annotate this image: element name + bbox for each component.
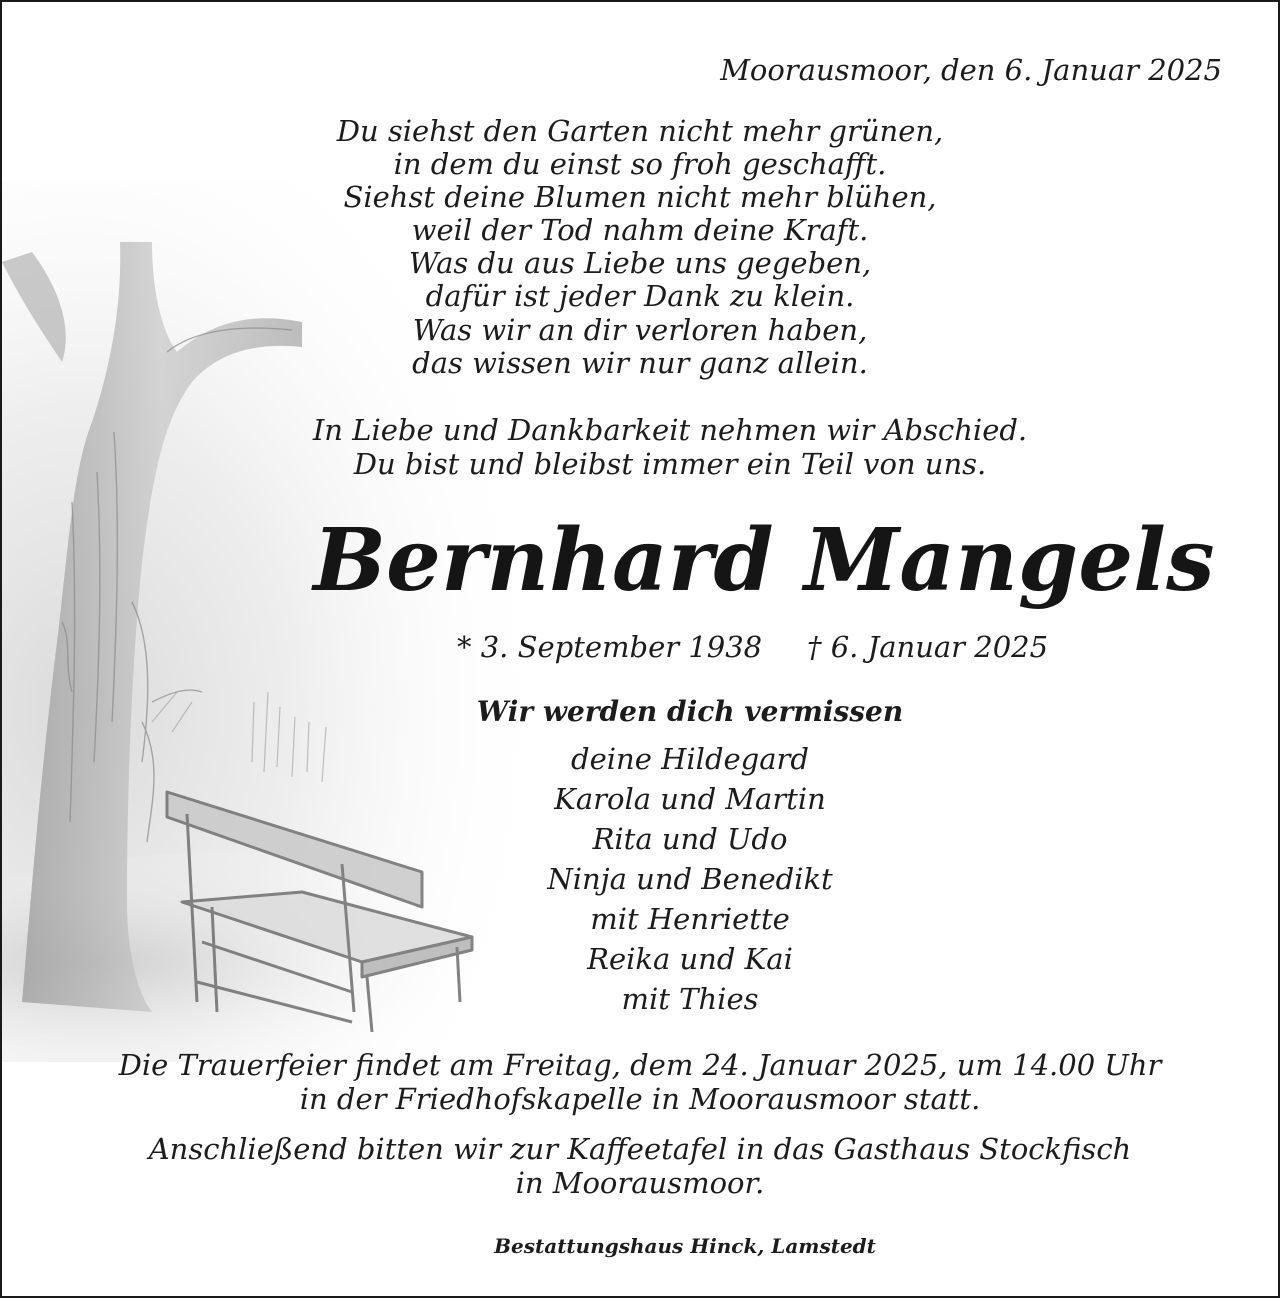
reception-info (42, 1132, 1238, 1200)
life-dates (457, 627, 1049, 667)
farewell-text (262, 414, 1078, 481)
poem-line: dafür ist jeder Dank zu klein. (425, 279, 855, 314)
reception-line: Anschließend bitten wir zur Kaffeetafel in das Gasthaus Stockfisch (148, 1132, 1132, 1166)
poem-line: weil der Tod nahm deine Kraft. (411, 213, 869, 248)
undertaker-credit: Bestattungshaus Hinck, Lamstedt (494, 1234, 876, 1258)
farewell-line: Du bist und bleibst immer ein Teil von uns. (353, 446, 987, 481)
mourner-name: Karola und Martin (554, 782, 826, 816)
death-date: † 6. Januar 2025 (807, 630, 1049, 664)
mourner-name: mit Thies (621, 982, 759, 1016)
ceremony-line: Die Trauerfeier findet am Freitag, dem 24. Januar 2025, um 14.00 Uhr (118, 1048, 1162, 1082)
mourner-name: Ninja und Benedikt (547, 862, 833, 896)
poem-line: Siehst deine Blumen nicht mehr blühen, (343, 180, 937, 215)
mourner-name: deine Hildegard (571, 742, 809, 776)
poem-line: Du siehst den Garten nicht mehr grünen, (336, 114, 944, 148)
deceased-name: Bernhard Mangels (313, 510, 1215, 611)
reception-line: in Moorausmoor. (515, 1166, 765, 1200)
mourner-name: Rita und Udo (592, 822, 788, 856)
poem-line: in dem du einst so froh geschafft. (393, 147, 887, 182)
poem-line: Was du aus Liebe uns gegeben, (408, 246, 872, 281)
poem-line: Was wir an dir verloren haben, (412, 312, 868, 347)
ceremony-line: in der Friedhofskapelle in Moorausmoor statt. (299, 1082, 981, 1116)
place-and-date: Moorausmoor, den 6. Januar 2025 (720, 53, 1222, 87)
birth-date: * 3. September 1938 (457, 630, 763, 664)
mourner-name: Reika und Kai (587, 942, 793, 976)
mourners-heading: Wir werden dich vermissen (476, 695, 904, 728)
mourner-name: mit Henriette (590, 902, 790, 936)
farewell-line: In Liebe und Dankbarkeit nehmen wir Abschied. (312, 413, 1028, 447)
memorial-poem (262, 115, 1018, 380)
mourners-list (362, 739, 1018, 1019)
poem-line: das wissen wir nur ganz allein. (412, 345, 868, 380)
funeral-service-info (42, 1048, 1238, 1116)
